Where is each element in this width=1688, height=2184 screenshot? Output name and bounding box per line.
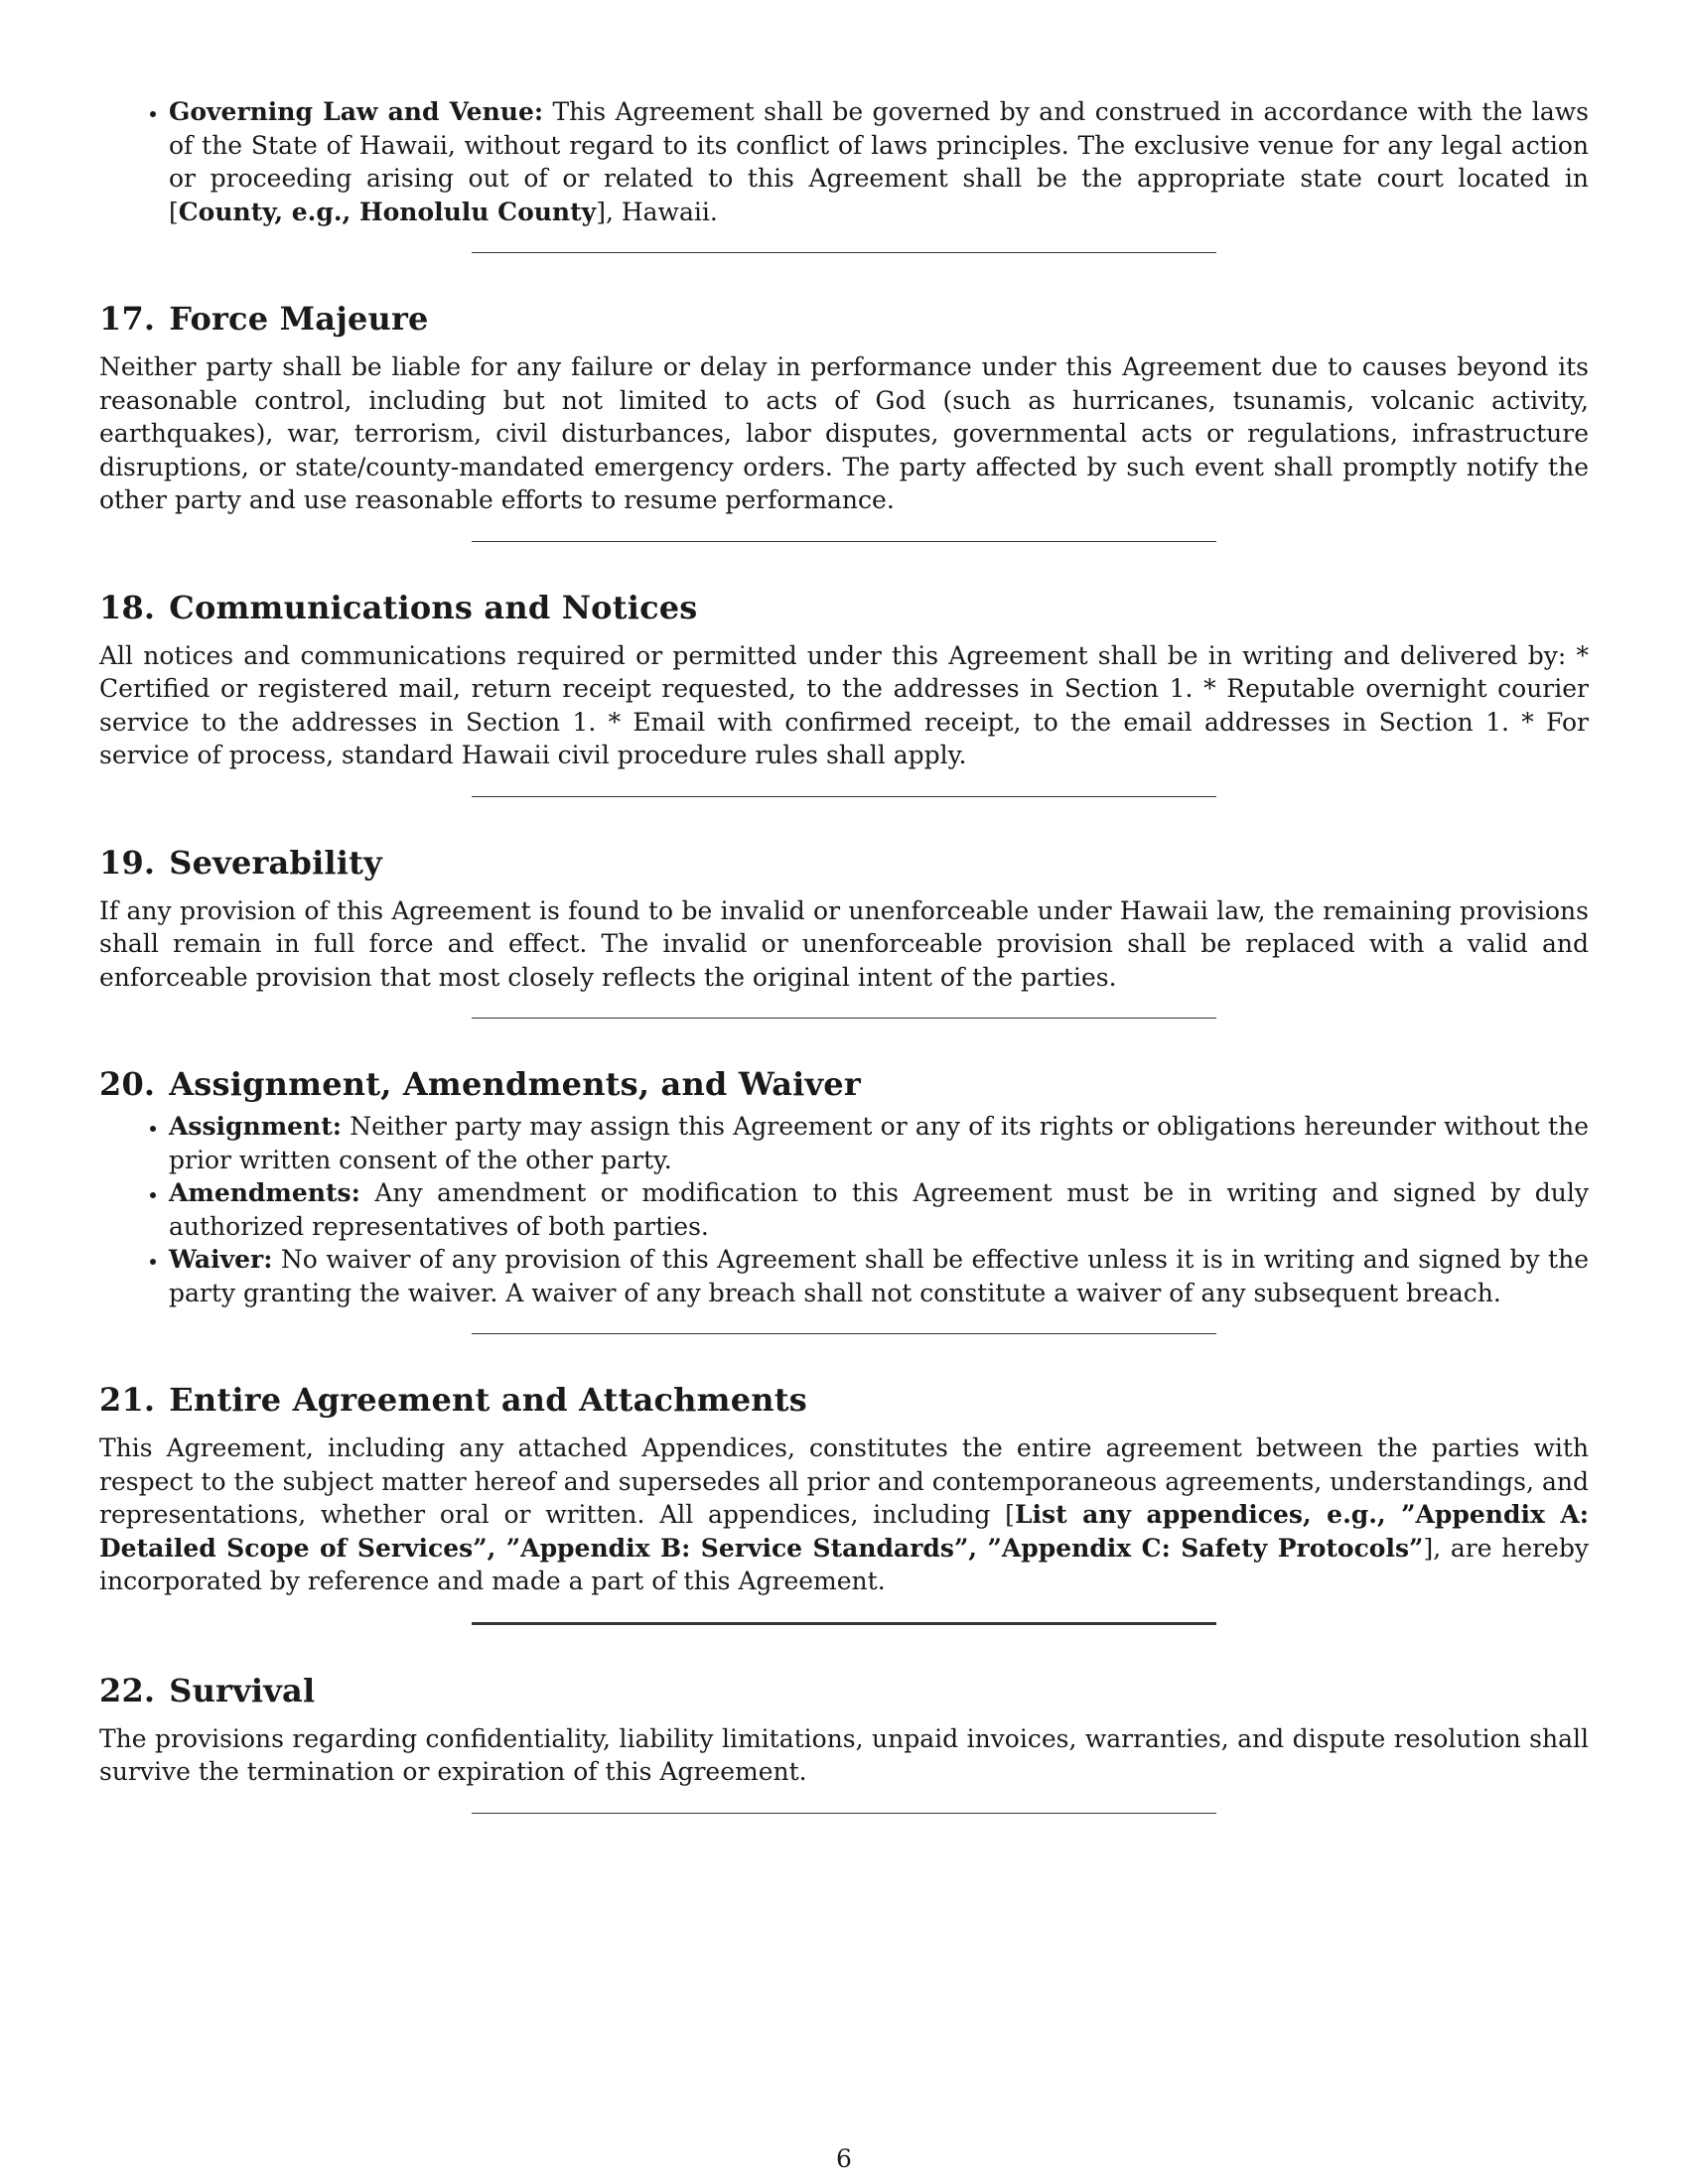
section-title: Severability [169,843,382,882]
section-divider [472,541,1216,542]
section-21-body [99,1432,1589,1598]
section-number: 18. [99,588,156,626]
item-label: Waiver: [169,1245,273,1274]
section-19-heading [99,843,1589,883]
section-18-body: All notices and communications required or permitted under this Agreement shall be in writing and delivered by: * Certified or registered mail, return receipt requested, to the addresses in Section 1. * Reputable overnight courier service to the addresses in Section 1. * Email with confirmed receipt, to the email addresses in Section 1. * For service of process, standard Hawaii civil procedure rules shall apply. [99,640,1589,769]
section-20-heading [99,1064,1589,1104]
section-title: Force Majeure [169,300,429,338]
section-title: Assignment, Amendments, and Waiver [169,1065,861,1103]
governing-text-1: This Agreement shall be governed by and construed in accordance with the laws of the State of Hawaii, without regard to its conflict of laws principles. The exclusive venue for any legal action or proceeding arising out of or related to this Agreement shall be the appropriate state court located in [ [169,97,1590,226]
section-title: Communications and Notices [169,588,698,626]
section-divider [472,1813,1216,1814]
governing-placeholder: County, e.g., Honolulu County [178,197,597,226]
section-divider [472,1018,1216,1019]
section-divider [472,252,1216,253]
governing-list [99,95,1589,228]
section-divider [472,1622,1216,1625]
section-number: 17. [99,300,156,338]
section-20-list [99,1110,1589,1309]
waiver-item [169,1243,1589,1309]
governing-text-2: ], Hawaii. [596,197,718,226]
item-text: Any amendment or modification to this Agreement must be in writing and signed by duly authorized representatives of both parties. [169,1178,1589,1241]
section-21-heading [99,1380,1589,1420]
item-label: Assignment: [169,1112,343,1141]
body-text-2: ], are hereby incorporated by reference and made a part of this Agreement. [99,1533,1589,1595]
appendices-placeholder: List any appendices, e.g., ”Appendix A: Detailed Scope of Services”, ”Appendix B: Service Standards”, ”Appendix C: Safety Protocols” [99,1500,1589,1563]
governing-label: Governing Law and Venue: [169,97,544,126]
item-text: No waiver of any provision of this Agreement shall be effective unless it is in writing and signed by the party granting the waiver. A waiver of any breach shall not constitute a waiver of any subsequent breach. [169,1245,1589,1307]
assignment-item [169,1110,1589,1176]
section-22-body: The provisions regarding confidentiality, liability limitations, unpaid invoices, warranties, and dispute resolution shall survive the termination or expiration of this Agreement. [99,1723,1589,1786]
section-22-heading [99,1671,1589,1710]
section-18-heading [99,588,1589,627]
amendments-item [169,1176,1589,1243]
section-divider [472,796,1216,797]
section-title: Survival [169,1671,316,1709]
section-number: 22. [99,1671,156,1709]
section-19-body: If any provision of this Agreement is found to be invalid or unenforceable under Hawaii law, the remaining provisions shall remain in full force and effect. The invalid or unenforceable provision shall be replaced with a valid and enforceable provision that most closely reflects the original intent of the parties. [99,895,1589,992]
item-label: Amendments: [169,1178,360,1207]
section-number: 19. [99,843,156,882]
body-text-1: This Agreement, including any attached Appendices, constitutes the entire agreement between the parties with respect to the subject matter hereof and supersedes all prior and contemporaneous agreements, understandings, and representations, whether oral or written. All appendices, including [ [99,1433,1589,1529]
document-page [99,95,1589,1814]
section-number: 21. [99,1381,156,1419]
section-title: Entire Agreement and Attachments [169,1381,807,1419]
governing-law-item [169,95,1589,228]
section-divider [472,1333,1216,1334]
item-text: Neither party may assign this Agreement or any of its rights or obligations hereunder without the prior written consent of the other party. [169,1112,1589,1174]
page-number: 6 [836,2144,852,2173]
section-17-heading [99,299,1589,339]
section-number: 20. [99,1065,156,1103]
section-17-body: Neither party shall be liable for any failure or delay in performance under this Agreement due to causes beyond its reasonable control, including but not limited to acts of God (such as hurricanes, tsunamis, volcanic activity, earthquakes), war, terrorism, civil disturbances, labor disputes, governmental acts or regulations, infrastructure disruptions, or state/county-mandated emergency orders. The party affected by such event shall promptly notify the other party and use reasonable efforts to resume performance. [99,352,1589,514]
